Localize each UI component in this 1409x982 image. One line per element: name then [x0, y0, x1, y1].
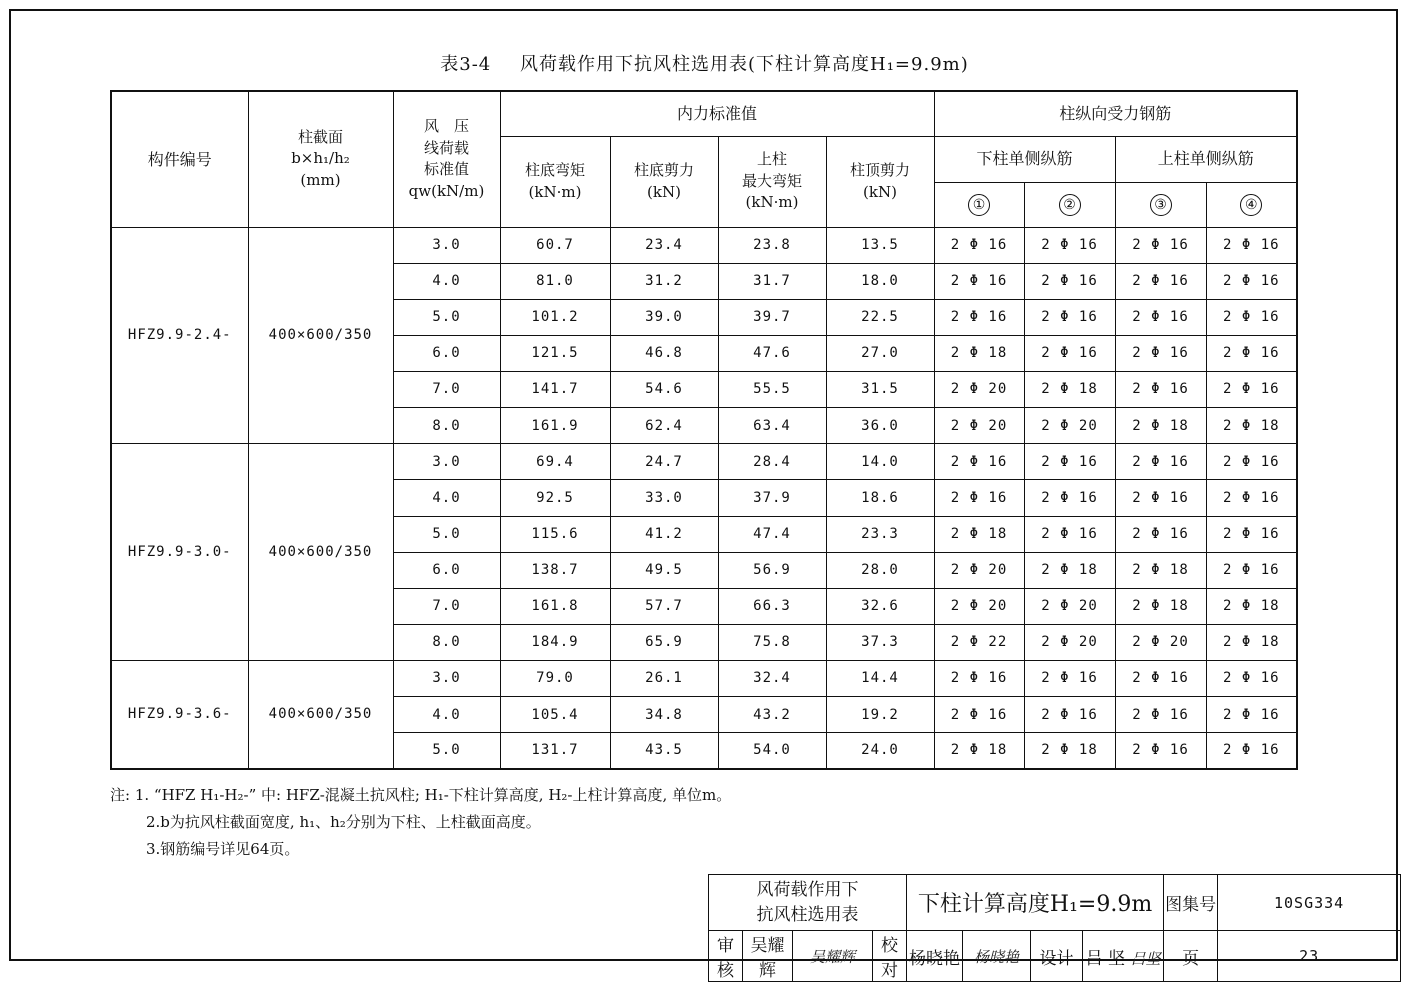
bar-2-cell: 2 Φ 18 — [1024, 552, 1115, 588]
bottom-moment-cell: 79.0 — [500, 661, 610, 697]
top-shear-cell: 31.5 — [826, 372, 934, 408]
upper-moment-cell: 23.8 — [718, 227, 826, 263]
header-wind-l1: 风 压 — [423, 116, 469, 135]
bottom-moment-cell: 138.7 — [500, 552, 610, 588]
top-shear-cell: 14.0 — [826, 444, 934, 480]
drawing-subtitle: 下柱计算高度H₁=9.9m — [907, 875, 1164, 931]
bottom-moment-cell: 101.2 — [500, 299, 610, 335]
top-shear-cell: 14.4 — [826, 661, 934, 697]
header-bar-4 — [1206, 182, 1297, 227]
design-label — [1031, 931, 1083, 982]
designer-signature: 吕坚 — [1130, 949, 1161, 968]
bar-1-cell: 2 Φ 16 — [934, 299, 1024, 335]
table-body — [111, 227, 1297, 769]
bottom-moment-cell: 92.5 — [500, 480, 610, 516]
bottom-shear-cell: 65.9 — [610, 624, 718, 660]
table-row — [111, 661, 1297, 697]
bar-4-cell: 2 Φ 16 — [1206, 733, 1297, 769]
reviewer-signature: 吴耀辉 — [793, 931, 873, 982]
bar-2-cell: 2 Φ 18 — [1024, 733, 1115, 769]
title-block — [708, 874, 1401, 982]
bar-3-cell: 2 Φ 16 — [1115, 661, 1206, 697]
top-shear-cell: 19.2 — [826, 697, 934, 733]
bar-2-cell: 2 Φ 16 — [1024, 227, 1115, 263]
header-bottom-moment-l1: 柱底弯矩 — [524, 160, 585, 179]
bar-4-cell: 2 Φ 16 — [1206, 661, 1297, 697]
wind-load-cell: 3.0 — [393, 661, 500, 697]
bottom-shear-cell: 46.8 — [610, 335, 718, 371]
wind-load-cell: 3.0 — [393, 444, 500, 480]
bottom-moment-cell: 105.4 — [500, 697, 610, 733]
wind-load-cell: 5.0 — [393, 299, 500, 335]
wind-load-cell: 5.0 — [393, 733, 500, 769]
bottom-shear-cell: 31.2 — [610, 263, 718, 299]
wind-load-cell: 8.0 — [393, 408, 500, 444]
reviewer-name: 吴耀辉 — [743, 931, 793, 982]
bar-4-cell: 2 Φ 18 — [1206, 408, 1297, 444]
bar-1-cell: 2 Φ 20 — [934, 588, 1024, 624]
bar-2-cell: 2 Φ 16 — [1024, 263, 1115, 299]
header-bottom-shear — [610, 136, 718, 227]
bottom-shear-cell: 43.5 — [610, 733, 718, 769]
bar-2-cell: 2 Φ 16 — [1024, 661, 1115, 697]
top-shear-cell: 24.0 — [826, 733, 934, 769]
bar-3-cell: 2 Φ 16 — [1115, 335, 1206, 371]
header-upper-moment — [718, 136, 826, 227]
table-row — [111, 444, 1297, 480]
note-1: 注: 1. “HFZ H₁-H₂-” 中: HFZ-混凝土抗风柱; H₁-下柱计算高度, H₂-上柱计算高度, 单位m。 — [110, 786, 732, 804]
bar-1-label: ① — [968, 194, 990, 216]
bar-3-cell: 2 Φ 16 — [1115, 516, 1206, 552]
wind-load-cell: 3.0 — [393, 227, 500, 263]
header-top-shear-l1: 柱顶剪力 — [850, 160, 911, 179]
checker-signature: 杨晓艳 — [963, 931, 1031, 982]
bottom-moment-cell: 131.7 — [500, 733, 610, 769]
bar-3-cell: 2 Φ 16 — [1115, 733, 1206, 769]
header-bar-2 — [1024, 182, 1115, 227]
upper-moment-cell: 56.9 — [718, 552, 826, 588]
header-bar-1 — [934, 182, 1024, 227]
bottom-shear-cell: 57.7 — [610, 588, 718, 624]
drawing-name-l2: 抗风柱选用表 — [756, 904, 859, 925]
bar-3-cell: 2 Φ 16 — [1115, 299, 1206, 335]
upper-moment-cell: 47.4 — [718, 516, 826, 552]
upper-moment-cell: 75.8 — [718, 624, 826, 660]
bar-4-cell: 2 Φ 18 — [1206, 624, 1297, 660]
header-top-shear — [826, 136, 934, 227]
bar-4-cell: 2 Φ 16 — [1206, 552, 1297, 588]
bottom-moment-cell: 161.8 — [500, 588, 610, 624]
bar-3-cell: 2 Φ 18 — [1115, 588, 1206, 624]
top-shear-cell: 27.0 — [826, 335, 934, 371]
bar-4-cell: 2 Φ 16 — [1206, 516, 1297, 552]
bar-1-cell: 2 Φ 20 — [934, 372, 1024, 408]
bar-2-cell: 2 Φ 16 — [1024, 697, 1115, 733]
check-label: 校对 — [873, 931, 907, 982]
upper-moment-cell: 54.0 — [718, 733, 826, 769]
header-upper-moment-l3: (kN·m) — [745, 193, 799, 212]
upper-moment-cell: 55.5 — [718, 372, 826, 408]
top-shear-cell: 32.6 — [826, 588, 934, 624]
header-member-id: 构件编号 — [111, 91, 248, 227]
header-wind-load — [393, 91, 500, 227]
designer-name: 吕 坚 — [1085, 948, 1126, 969]
table-title-text: 风荷载作用下抗风柱选用表(下柱计算高度H₁=9.9m) — [520, 54, 969, 75]
wind-load-cell: 6.0 — [393, 335, 500, 371]
header-top-shear-l2: (kN) — [863, 182, 897, 201]
bottom-moment-cell: 184.9 — [500, 624, 610, 660]
upper-moment-cell: 32.4 — [718, 661, 826, 697]
top-shear-cell: 18.0 — [826, 263, 934, 299]
top-shear-cell: 28.0 — [826, 552, 934, 588]
bar-3-cell: 2 Φ 20 — [1115, 624, 1206, 660]
bar-3-cell: 2 Φ 16 — [1115, 697, 1206, 733]
atlas-number: 10SG334 — [1218, 875, 1401, 931]
upper-moment-cell: 39.7 — [718, 299, 826, 335]
bottom-shear-cell: 26.1 — [610, 661, 718, 697]
header-section — [248, 91, 393, 227]
bottom-moment-cell: 161.9 — [500, 408, 610, 444]
top-shear-cell: 37.3 — [826, 624, 934, 660]
bar-4-cell: 2 Φ 16 — [1206, 444, 1297, 480]
bottom-moment-cell: 141.7 — [500, 372, 610, 408]
bar-2-cell: 2 Φ 16 — [1024, 516, 1115, 552]
notes — [110, 782, 731, 863]
upper-moment-cell: 37.9 — [718, 480, 826, 516]
bottom-shear-cell: 23.4 — [610, 227, 718, 263]
wind-load-cell: 7.0 — [393, 372, 500, 408]
header-bottom-moment-l2: (kN·m) — [528, 182, 582, 201]
drawing-name — [709, 875, 907, 931]
bar-1-cell: 2 Φ 18 — [934, 733, 1024, 769]
member-id-cell: HFZ9.9-3.0- — [111, 444, 248, 661]
bar-4-cell: 2 Φ 16 — [1206, 372, 1297, 408]
bar-3-label: ③ — [1150, 194, 1172, 216]
bottom-shear-cell: 41.2 — [610, 516, 718, 552]
member-id-cell: HFZ9.9-2.4- — [111, 227, 248, 444]
bar-1-cell: 2 Φ 20 — [934, 408, 1024, 444]
header-lower-rebar: 下柱单侧纵筋 — [934, 136, 1115, 182]
header-bottom-shear-l1: 柱底剪力 — [633, 160, 694, 179]
top-shear-cell: 22.5 — [826, 299, 934, 335]
top-shear-cell: 36.0 — [826, 408, 934, 444]
upper-moment-cell: 63.4 — [718, 408, 826, 444]
upper-moment-cell: 47.6 — [718, 335, 826, 371]
bar-1-cell: 2 Φ 16 — [934, 444, 1024, 480]
upper-moment-cell: 28.4 — [718, 444, 826, 480]
header-bar-3 — [1115, 182, 1206, 227]
bar-1-cell: 2 Φ 16 — [934, 661, 1024, 697]
bar-1-cell: 2 Φ 16 — [934, 480, 1024, 516]
bar-2-cell: 2 Φ 20 — [1024, 408, 1115, 444]
table-row — [111, 227, 1297, 263]
bar-3-cell: 2 Φ 16 — [1115, 444, 1206, 480]
bottom-moment-cell: 69.4 — [500, 444, 610, 480]
bar-1-cell: 2 Φ 22 — [934, 624, 1024, 660]
bar-4-cell: 2 Φ 18 — [1206, 588, 1297, 624]
bottom-shear-cell: 33.0 — [610, 480, 718, 516]
page-number: 23 — [1218, 931, 1401, 982]
header-rebar: 柱纵向受力钢筋 — [934, 91, 1297, 136]
design-label-text: 设计 — [1039, 948, 1074, 969]
bar-3-cell: 2 Φ 16 — [1115, 263, 1206, 299]
bar-1-cell: 2 Φ 18 — [934, 335, 1024, 371]
wind-load-cell: 4.0 — [393, 697, 500, 733]
bar-4-cell: 2 Φ 16 — [1206, 335, 1297, 371]
note-2: 2.b为抗风柱截面宽度, h₁、h₂分别为下柱、上柱截面高度。 — [146, 813, 541, 831]
designer-cell — [1083, 931, 1164, 982]
top-shear-cell: 18.6 — [826, 480, 934, 516]
bar-2-cell: 2 Φ 18 — [1024, 372, 1115, 408]
bar-3-cell: 2 Φ 16 — [1115, 227, 1206, 263]
wind-load-cell: 5.0 — [393, 516, 500, 552]
bar-1-cell: 2 Φ 20 — [934, 552, 1024, 588]
table-title — [0, 50, 1409, 76]
bar-2-cell: 2 Φ 20 — [1024, 624, 1115, 660]
bar-2-cell: 2 Φ 20 — [1024, 588, 1115, 624]
bottom-shear-cell: 24.7 — [610, 444, 718, 480]
wind-load-cell: 4.0 — [393, 480, 500, 516]
header-upper-rebar: 上柱单侧纵筋 — [1115, 136, 1297, 182]
bar-2-cell: 2 Φ 16 — [1024, 480, 1115, 516]
page-label: 页 — [1164, 931, 1218, 982]
wind-load-cell: 4.0 — [393, 263, 500, 299]
upper-moment-cell: 43.2 — [718, 697, 826, 733]
bar-1-cell: 2 Φ 16 — [934, 227, 1024, 263]
bottom-moment-cell: 81.0 — [500, 263, 610, 299]
bar-3-cell: 2 Φ 18 — [1115, 408, 1206, 444]
top-shear-cell: 23.3 — [826, 516, 934, 552]
drawing-name-l1: 风荷载作用下 — [756, 879, 859, 900]
header-wind-l4: qw(kN/m) — [408, 182, 485, 200]
bar-3-cell: 2 Φ 16 — [1115, 480, 1206, 516]
bar-3-cell: 2 Φ 16 — [1115, 372, 1206, 408]
bar-4-cell: 2 Φ 16 — [1206, 227, 1297, 263]
upper-moment-cell: 66.3 — [718, 588, 826, 624]
top-shear-cell: 13.5 — [826, 227, 934, 263]
header-section-l2: b×h₁/h₂ — [291, 149, 350, 168]
bar-2-label: ② — [1059, 194, 1081, 216]
bar-2-cell: 2 Φ 16 — [1024, 299, 1115, 335]
note-3: 3.钢筋编号详见64页。 — [146, 840, 300, 858]
bar-4-cell: 2 Φ 16 — [1206, 299, 1297, 335]
bar-4-cell: 2 Φ 16 — [1206, 263, 1297, 299]
header-section-l1: 柱截面 — [297, 127, 343, 146]
bar-2-cell: 2 Φ 16 — [1024, 335, 1115, 371]
header-bottom-moment — [500, 136, 610, 227]
bottom-shear-cell: 49.5 — [610, 552, 718, 588]
bar-4-label: ④ — [1240, 194, 1262, 216]
header-bottom-shear-l2: (kN) — [647, 182, 681, 201]
header-section-l3: (mm) — [300, 171, 341, 190]
bar-4-cell: 2 Φ 16 — [1206, 480, 1297, 516]
member-id-cell: HFZ9.9-3.6- — [111, 661, 248, 770]
wind-load-cell: 7.0 — [393, 588, 500, 624]
bottom-moment-cell: 115.6 — [500, 516, 610, 552]
section-cell: 400×600/350 — [248, 227, 393, 444]
upper-moment-cell: 31.7 — [718, 263, 826, 299]
bar-4-cell: 2 Φ 16 — [1206, 697, 1297, 733]
bar-1-cell: 2 Φ 16 — [934, 263, 1024, 299]
bar-1-cell: 2 Φ 18 — [934, 516, 1024, 552]
bar-1-cell: 2 Φ 16 — [934, 697, 1024, 733]
bottom-shear-cell: 34.8 — [610, 697, 718, 733]
bar-2-cell: 2 Φ 16 — [1024, 444, 1115, 480]
review-label: 审核 — [709, 931, 743, 982]
atlas-label: 图集号 — [1164, 875, 1218, 931]
header-upper-moment-l2: 最大弯矩 — [741, 171, 802, 190]
bottom-shear-cell: 62.4 — [610, 408, 718, 444]
wind-load-cell: 6.0 — [393, 552, 500, 588]
wind-column-table — [110, 90, 1298, 770]
bottom-moment-cell: 121.5 — [500, 335, 610, 371]
header-wind-l3: 标准值 — [423, 160, 469, 179]
table-number: 表3-4 — [440, 54, 492, 75]
bar-3-cell: 2 Φ 18 — [1115, 552, 1206, 588]
bottom-shear-cell: 39.0 — [610, 299, 718, 335]
section-cell: 400×600/350 — [248, 661, 393, 770]
wind-load-cell: 8.0 — [393, 624, 500, 660]
bottom-moment-cell: 60.7 — [500, 227, 610, 263]
section-cell: 400×600/350 — [248, 444, 393, 661]
header-wind-l2: 线荷载 — [423, 138, 469, 157]
header-internal-force: 内力标准值 — [500, 91, 934, 136]
checker-name: 杨晓艳 — [907, 931, 963, 982]
bottom-shear-cell: 54.6 — [610, 372, 718, 408]
header-upper-moment-l1: 上柱 — [756, 149, 787, 168]
